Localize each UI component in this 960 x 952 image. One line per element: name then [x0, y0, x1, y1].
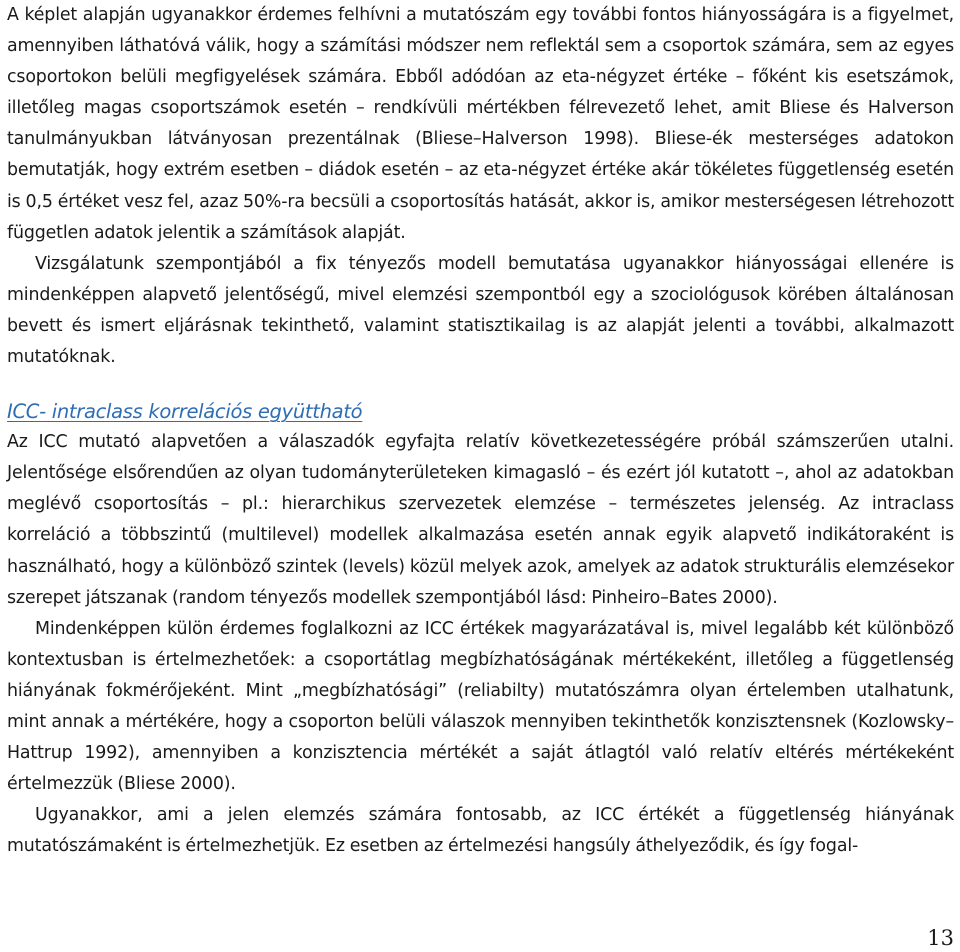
- body-paragraph-5: Ugyanakkor, ami a jelen elemzés számára fontosabb, az ICC értékét a függetlenség hiányának mutatószámaként is értelmezhetjük. Ez esetben az értelmezési hangsúly áthelyeződik, és így fogal-: [7, 805, 954, 857]
- body-paragraph-1: A képlet alapján ugyanakkor érdemes felhívni a mutatószám egy további fontos hiányosságára is a figyelmet, amennyiben láthatóvá válik, hogy a számítási módszer nem reflektál sem a csoportok számára, sem az egyes csoportokon belüli megfigyelések számára. Ebből adódóan az eta-négyzet értéke – főként kis esetszámok, illetőleg magas csoportszámok esetén – rendkívüli mértékben félrevezető lehet, amit Bliese és Halverson tanulmányukban látványosan prezentálnak (Bliese–Halverson 1998). Bliese-ék mesterséges adatokon bemutatják, hogy extrém esetben – diádok esetén – az eta-négyzet értéke akár tökéletes függetlenség esetén is 0,5 értéket vesz fel, azaz 50%-ra becsüli a csoportosítás hatását, akkor is, amikor mesterségesen létrehozott független adatok jelentik a számítások alapját.: [7, 5, 954, 243]
- body-paragraph-3: Az ICC mutató alapvetően a válaszadók egyfajta relatív következetességére próbál számszerűen utalni. Jelentősége elsőrendűen az olyan tudományterületeken kimagasló – és ezért jól kutatott –, ahol az adatokban meglévő csoportosítás – pl.: hierarchikus szervezetek elemzése – természetes jelenség. Az intraclass korreláció a többszintű (multilevel) modellek alkalmazása esetén annak egyik alapvető indikátoraként is használható, hogy a különböző szintek (levels) közül melyek azok, amelyek az adatok strukturális elemzésekor szerepet játszanak (random tényezős modellek szempontjából lásd: Pinheiro–Bates 2000).: [7, 432, 954, 608]
- body-paragraph-2: Vizsgálatunk szempontjából a fix tényezős modell bemutatása ugyanakkor hiányosságai ellenére is mindenképpen alapvető jelentőségű, mivel elemzési szempontból egy a szociológusok körében általánosan bevett és ismert eljárásnak tekinthető, valamint statisztikailag is az alapját jelenti a további, alkalmazott mutatóknak.: [7, 253, 954, 368]
- section-heading-icc: ICC- intraclass korrelációs együttható: [7, 400, 363, 424]
- document-page: [7, 0, 954, 862]
- body-paragraph-4: Mindenképpen külön érdemes foglalkozni az ICC értékek magyarázatával is, mivel legalább két különböző kontextusban is értelmezhetőek: a csoportátlag megbízhatóságának mértékeként, illetőleg a függetlenség hiányának fokmérőjeként. Mint „megbízhatósági” (reliabilty) mutatószámra olyan értelemben utalhatunk, mint annak a mértékére, hogy a csoporton belüli válaszok mennyiben tekinthetők konzisztensnek (Kozlowsky–Hattrup 1992), amennyiben a konzisztencia mértékét a saját átlagtól való relatív eltérés mértékeként értelmezzük (Bliese 2000).: [7, 618, 954, 795]
- page-number: 13: [927, 926, 954, 950]
